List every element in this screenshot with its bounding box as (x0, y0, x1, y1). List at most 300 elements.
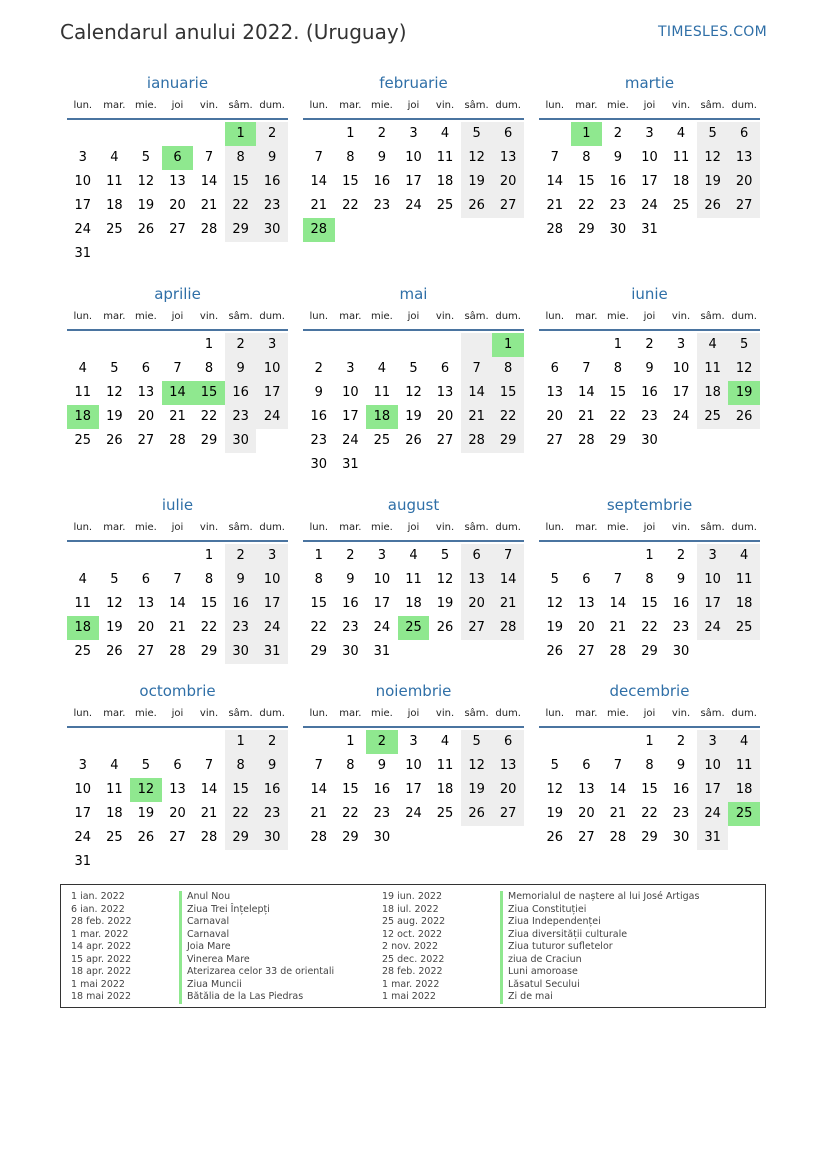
day-cell: 15 (225, 778, 257, 802)
legend-holiday-name: Memorialul de naștere al lui José Artigas (500, 891, 699, 904)
day-cell: 23 (672, 620, 690, 635)
empty-cell (461, 333, 493, 357)
day-grid (303, 333, 524, 477)
day-cell: 30 (225, 640, 257, 664)
weekday-label: joi (643, 100, 656, 111)
day-cell: 2 (256, 122, 288, 146)
day-cell: 23 (256, 802, 288, 826)
legend-holiday-name: ziua de Craciun (500, 954, 699, 967)
day-cell: 22 (200, 409, 218, 424)
weekday-label: vin. (671, 100, 691, 111)
day-cell: 6 (440, 361, 450, 376)
day-cell: 19 (405, 409, 422, 424)
day-cell: 13 (461, 568, 493, 592)
day-cell: 8 (645, 572, 654, 587)
day-cell: 26 (137, 830, 155, 845)
legend-date: 28 feb. 2022 (382, 966, 443, 977)
holiday-legend (60, 884, 766, 1008)
day-cell: 21 (169, 620, 186, 635)
day-cell: 30 (373, 830, 391, 845)
day-cell: 24 (373, 620, 391, 635)
day-cell: 17 (405, 782, 422, 797)
day-cell: 10 (405, 758, 422, 773)
weekday-header (539, 520, 760, 542)
legend-holiday-name: Ziua Trei Înțelepți (179, 904, 334, 917)
day-cell: 1 (346, 126, 355, 141)
day-cell: 21 (169, 409, 186, 424)
day-grid (303, 730, 524, 850)
weekday-label: joi (171, 100, 184, 111)
day-cell: 8 (314, 572, 323, 587)
day-cell: 6 (492, 730, 524, 754)
weekday-label: vin. (199, 100, 219, 111)
day-cell: 17 (697, 592, 729, 616)
legend-holiday-name: Ziua tuturor sufletelor (500, 941, 699, 954)
day-cell: 4 (728, 730, 760, 754)
day-cell: 22 (492, 405, 524, 429)
day-cell: 3 (409, 734, 418, 749)
day-cell: 28 (546, 222, 564, 237)
day-cell: 19 (106, 620, 123, 635)
day-cell: 13 (169, 174, 186, 189)
day-cell: 27 (578, 644, 595, 659)
legend-date: 25 aug. 2022 (382, 916, 446, 927)
weekday-label: vin. (671, 522, 691, 533)
day-cell: 9 (225, 357, 257, 381)
weekday-label: joi (171, 522, 184, 533)
day-cell: 15 (641, 596, 658, 611)
day-cell: 24 (672, 409, 690, 424)
month-title: noiembrie (375, 682, 452, 700)
day-cell: 31 (697, 826, 729, 850)
day-cell: 10 (373, 572, 391, 587)
empty-cell (162, 730, 194, 754)
day-cell: 14 (310, 782, 328, 797)
empty-cell (162, 333, 194, 357)
holiday-day-cell: 1 (571, 122, 603, 146)
day-cell: 12 (137, 174, 155, 189)
weekday-label: dum. (495, 708, 521, 719)
day-cell: 17 (672, 385, 690, 400)
day-cell: 10 (74, 782, 92, 797)
legend-holiday-name: Ziua Independenței (500, 916, 699, 929)
legend-date: 18 mai 2022 (71, 991, 132, 1002)
empty-cell (571, 730, 603, 754)
day-cell: 18 (106, 806, 123, 821)
weekday-label: lun. (73, 522, 93, 533)
day-cell: 14 (492, 568, 524, 592)
holiday-day-cell: 19 (728, 381, 760, 405)
empty-cell (130, 333, 162, 357)
day-cell: 22 (342, 198, 359, 213)
day-cell: 13 (578, 782, 595, 797)
legend-holiday-name: Bătălia de la Las Piedras (179, 991, 334, 1004)
day-cell: 29 (342, 830, 359, 845)
day-cell: 5 (141, 758, 151, 773)
day-cell: 12 (546, 782, 564, 797)
weekday-label: lun. (545, 100, 565, 111)
day-cell: 12 (461, 146, 493, 170)
day-cell: 31 (74, 246, 92, 261)
day-cell: 25 (672, 198, 690, 213)
day-cell: 24 (74, 830, 92, 845)
empty-cell (99, 333, 131, 357)
weekday-label: mie. (606, 708, 629, 719)
empty-cell (571, 333, 603, 357)
day-cell: 23 (609, 198, 627, 213)
day-cell: 24 (405, 198, 422, 213)
weekday-label: mie. (370, 708, 393, 719)
day-cell: 16 (310, 409, 328, 424)
day-cell: 8 (204, 361, 214, 376)
month-iunie (539, 283, 760, 453)
day-cell: 3 (78, 758, 87, 773)
day-cell: 25 (436, 806, 454, 821)
day-cell: 14 (609, 782, 627, 797)
day-cell: 15 (641, 782, 658, 797)
day-cell: 23 (342, 620, 359, 635)
day-cell: 16 (609, 174, 627, 189)
weekday-label: mar. (575, 708, 598, 719)
weekday-label: dum. (495, 522, 521, 533)
day-cell: 20 (546, 409, 564, 424)
day-cell: 16 (225, 592, 257, 616)
day-cell: 19 (697, 170, 729, 194)
day-cell: 26 (405, 433, 422, 448)
day-cell: 31 (373, 644, 391, 659)
day-cell: 30 (672, 830, 690, 845)
day-cell: 30 (672, 644, 690, 659)
month-octombrie (67, 680, 288, 874)
legend-col-2-names (500, 891, 699, 1004)
month-title: februarie (379, 74, 448, 92)
day-cell: 29 (641, 830, 658, 845)
empty-cell (602, 544, 634, 568)
weekday-header (67, 706, 288, 728)
day-cell: 19 (546, 806, 564, 821)
legend-holiday-name: Ziua Muncii (179, 979, 334, 992)
day-cell: 20 (169, 198, 186, 213)
day-cell: 4 (676, 126, 686, 141)
weekday-label: joi (643, 311, 656, 322)
day-cell: 17 (256, 592, 288, 616)
day-cell: 19 (546, 620, 564, 635)
weekday-label: mar. (339, 100, 362, 111)
day-cell: 9 (676, 758, 686, 773)
day-cell: 27 (492, 194, 524, 218)
month-aprilie (67, 283, 288, 453)
day-cell: 3 (697, 730, 729, 754)
day-cell: 31 (342, 457, 359, 472)
day-cell: 24 (405, 806, 422, 821)
empty-cell (335, 333, 367, 357)
empty-cell (99, 730, 131, 754)
day-cell: 8 (582, 150, 591, 165)
holiday-day-cell: 18 (366, 405, 398, 429)
month-martie (539, 72, 760, 242)
day-cell: 22 (225, 802, 257, 826)
day-cell: 30 (310, 457, 328, 472)
month-decembrie (539, 680, 760, 850)
empty-cell (366, 333, 398, 357)
legend-date: 15 apr. 2022 (71, 953, 132, 965)
brand-link[interactable]: TIMESLES.COM (658, 24, 767, 40)
weekday-label: dum. (259, 311, 285, 322)
day-cell: 22 (578, 198, 595, 213)
day-cell: 20 (169, 806, 186, 821)
day-cell: 26 (137, 222, 155, 237)
month-septembrie (539, 494, 760, 664)
day-cell: 3 (256, 544, 288, 568)
day-cell: 8 (492, 357, 524, 381)
empty-cell (99, 544, 131, 568)
weekday-label: mar. (339, 311, 362, 322)
day-cell: 2 (645, 337, 654, 352)
day-grid (539, 333, 760, 453)
day-cell: 16 (256, 778, 288, 802)
day-cell: 15 (225, 170, 257, 194)
weekday-header (67, 520, 288, 542)
day-cell: 22 (641, 806, 658, 821)
empty-cell (130, 730, 162, 754)
weekday-label: dum. (495, 100, 521, 111)
day-cell: 5 (697, 122, 729, 146)
day-cell: 2 (225, 544, 257, 568)
day-cell: 1 (225, 730, 257, 754)
day-cell: 8 (645, 758, 654, 773)
legend-holiday-name: Carnaval (179, 916, 334, 929)
legend-holiday-name: Ziua Constituției (500, 904, 699, 917)
weekday-label: joi (643, 708, 656, 719)
day-cell: 23 (641, 409, 658, 424)
weekday-label: lun. (309, 311, 329, 322)
day-cell: 12 (436, 572, 454, 587)
day-cell: 11 (74, 596, 92, 611)
day-cell: 22 (641, 620, 658, 635)
weekday-header (539, 706, 760, 728)
day-cell: 13 (492, 754, 524, 778)
day-cell: 15 (342, 174, 359, 189)
day-cell: 15 (200, 596, 218, 611)
day-cell: 9 (225, 568, 257, 592)
day-cell: 20 (492, 170, 524, 194)
day-cell: 26 (728, 405, 760, 429)
day-cell: 9 (314, 385, 323, 400)
weekday-label: lun. (545, 311, 565, 322)
holiday-day-cell: 14 (162, 381, 194, 405)
day-cell: 20 (461, 592, 493, 616)
day-cell: 28 (169, 644, 186, 659)
day-cell: 9 (377, 758, 387, 773)
day-cell: 3 (697, 544, 729, 568)
day-cell: 11 (728, 568, 760, 592)
weekday-label: sâm. (228, 100, 253, 111)
holiday-day-cell: 28 (303, 218, 335, 242)
day-cell: 26 (106, 644, 123, 659)
day-cell: 28 (609, 830, 627, 845)
day-cell: 16 (373, 782, 391, 797)
day-cell: 13 (728, 146, 760, 170)
weekday-label: dum. (731, 708, 757, 719)
day-cell: 23 (672, 806, 690, 821)
day-cell: 5 (550, 758, 559, 773)
day-cell: 10 (672, 361, 690, 376)
day-cell: 28 (200, 830, 218, 845)
month-title: aprilie (154, 285, 201, 303)
day-cell: 8 (225, 146, 257, 170)
day-cell: 23 (225, 405, 257, 429)
weekday-label: dum. (731, 100, 757, 111)
day-cell: 7 (204, 150, 214, 165)
day-cell: 14 (578, 385, 595, 400)
day-cell: 20 (137, 409, 155, 424)
day-cell: 23 (373, 198, 391, 213)
day-cell: 16 (641, 385, 658, 400)
day-cell: 21 (200, 198, 218, 213)
day-cell: 4 (78, 572, 87, 587)
day-cell: 11 (373, 385, 391, 400)
day-cell: 24 (74, 222, 92, 237)
day-cell: 11 (672, 150, 690, 165)
day-cell: 4 (78, 361, 87, 376)
day-cell: 19 (137, 806, 155, 821)
day-cell: 12 (106, 596, 123, 611)
weekday-label: dum. (731, 311, 757, 322)
weekday-header (67, 309, 288, 331)
day-cell: 20 (436, 409, 454, 424)
weekday-label: vin. (435, 311, 455, 322)
day-cell: 20 (492, 778, 524, 802)
day-cell: 10 (342, 385, 359, 400)
day-cell: 16 (373, 174, 391, 189)
month-iulie (67, 494, 288, 664)
day-cell: 9 (645, 361, 654, 376)
day-cell: 10 (697, 568, 729, 592)
day-cell: 22 (342, 806, 359, 821)
day-cell: 1 (346, 734, 355, 749)
day-cell: 29 (492, 429, 524, 453)
weekday-label: sâm. (700, 708, 725, 719)
day-cell: 18 (106, 198, 123, 213)
day-cell: 10 (641, 150, 658, 165)
day-cell: 14 (200, 782, 218, 797)
day-cell: 9 (377, 150, 387, 165)
day-cell: 28 (492, 616, 524, 640)
weekday-label: sâm. (700, 100, 725, 111)
empty-cell (571, 544, 603, 568)
day-cell: 30 (256, 218, 288, 242)
day-cell: 29 (609, 433, 627, 448)
empty-cell (193, 122, 225, 146)
day-cell: 29 (310, 644, 328, 659)
weekday-label: vin. (671, 311, 691, 322)
day-cell: 17 (697, 778, 729, 802)
day-cell: 17 (641, 174, 658, 189)
day-cell: 6 (173, 758, 182, 773)
day-cell: 27 (169, 222, 186, 237)
legend-date: 18 iul. 2022 (382, 903, 439, 915)
weekday-label: dum. (259, 708, 285, 719)
day-cell: 28 (169, 433, 186, 448)
page-title: Calendarul anului 2022. (Uruguay) (60, 20, 407, 44)
day-cell: 27 (169, 830, 186, 845)
weekday-label: mie. (134, 311, 157, 322)
weekday-label: lun. (545, 522, 565, 533)
day-cell: 13 (137, 596, 155, 611)
day-cell: 11 (405, 572, 422, 587)
weekday-label: sâm. (464, 311, 489, 322)
day-cell: 22 (225, 194, 257, 218)
day-cell: 25 (74, 433, 92, 448)
month-februarie (303, 72, 524, 242)
weekday-label: mie. (370, 311, 393, 322)
day-cell: 29 (578, 222, 595, 237)
day-cell: 15 (492, 381, 524, 405)
day-cell: 29 (225, 826, 257, 850)
weekday-label: joi (407, 522, 420, 533)
day-cell: 4 (440, 126, 450, 141)
day-cell: 5 (461, 730, 493, 754)
day-cell: 6 (492, 122, 524, 146)
weekday-label: sâm. (464, 100, 489, 111)
day-cell: 2 (676, 548, 686, 563)
weekday-label: sâm. (464, 708, 489, 719)
empty-cell (67, 333, 99, 357)
day-cell: 2 (314, 361, 323, 376)
day-cell: 20 (728, 170, 760, 194)
day-cell: 10 (256, 568, 288, 592)
day-grid (539, 122, 760, 242)
day-cell: 18 (672, 174, 690, 189)
day-cell: 30 (225, 429, 257, 453)
day-cell: 14 (310, 174, 328, 189)
legend-date: 18 apr. 2022 (71, 966, 132, 977)
day-cell: 1 (645, 734, 654, 749)
legend-holiday-name: Zi de mai (500, 991, 699, 1004)
day-grid (67, 122, 288, 266)
legend-date: 1 mai 2022 (71, 978, 125, 990)
day-cell: 21 (200, 806, 218, 821)
day-cell: 4 (110, 150, 119, 165)
day-cell: 30 (256, 826, 288, 850)
day-cell: 11 (436, 150, 454, 165)
weekday-label: lun. (545, 708, 565, 719)
empty-cell (130, 122, 162, 146)
day-cell: 13 (137, 385, 155, 400)
day-cell: 14 (609, 596, 627, 611)
day-cell: 12 (697, 146, 729, 170)
day-cell: 31 (74, 854, 92, 869)
day-grid (303, 122, 524, 242)
day-cell: 23 (256, 194, 288, 218)
day-cell: 29 (200, 433, 218, 448)
day-cell: 11 (728, 754, 760, 778)
day-cell: 24 (697, 616, 729, 640)
day-cell: 11 (697, 357, 729, 381)
day-cell: 26 (106, 433, 123, 448)
day-cell: 22 (609, 409, 627, 424)
day-grid (67, 333, 288, 453)
weekday-label: joi (171, 708, 184, 719)
weekday-label: mar. (339, 522, 362, 533)
empty-cell (193, 730, 225, 754)
day-cell: 21 (609, 620, 627, 635)
weekday-label: sâm. (228, 708, 253, 719)
day-cell: 6 (141, 361, 151, 376)
month-mai (303, 283, 524, 477)
day-cell: 15 (342, 782, 359, 797)
weekday-label: joi (407, 708, 420, 719)
